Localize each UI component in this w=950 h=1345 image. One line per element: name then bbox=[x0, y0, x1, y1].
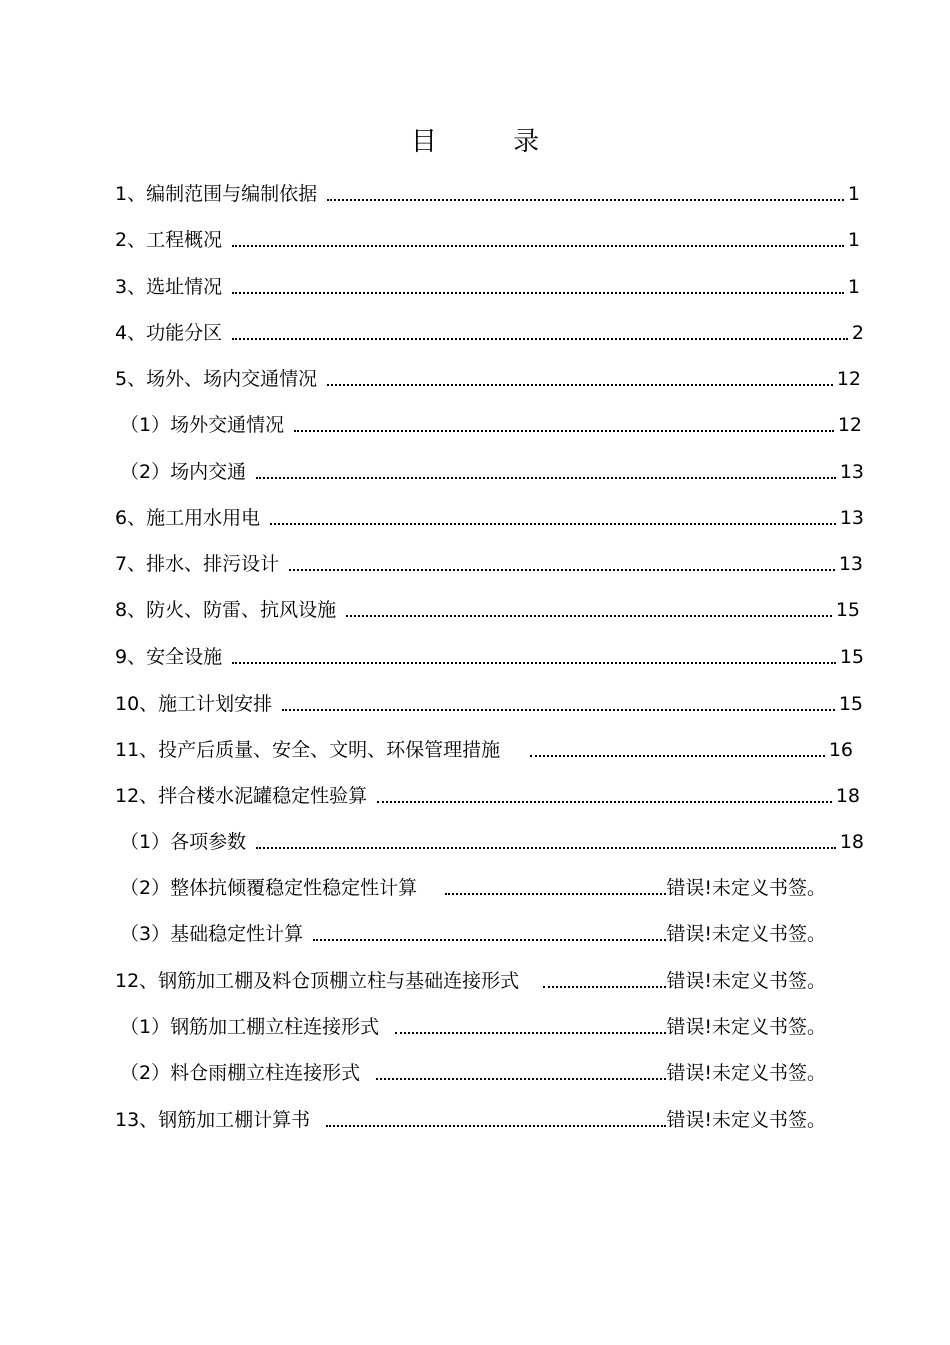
toc-entry-page: 13 bbox=[839, 461, 864, 483]
toc-dot-leader bbox=[376, 1060, 666, 1086]
toc-dot-leader bbox=[232, 644, 836, 670]
toc-entry-page: 错误!未定义书签。 bbox=[666, 1109, 826, 1131]
toc-dot-leader bbox=[346, 597, 832, 623]
toc-entry-page: 1 bbox=[847, 276, 860, 298]
toc-entry-page: 18 bbox=[839, 831, 864, 853]
toc-entry[interactable] bbox=[115, 181, 860, 207]
toc-dot-leader bbox=[256, 459, 836, 485]
toc-entry-label: （2）整体抗倾覆稳定性稳定性计算 bbox=[120, 877, 418, 899]
toc-entry-page: 错误!未定义书签。 bbox=[666, 877, 826, 899]
toc-entry[interactable] bbox=[115, 505, 864, 531]
toc-entry-page: 2 bbox=[851, 322, 864, 344]
page-title: 目 录 bbox=[410, 127, 574, 157]
toc-dot-leader bbox=[543, 968, 666, 994]
toc-dot-leader bbox=[530, 737, 825, 763]
toc-dot-leader bbox=[232, 227, 844, 253]
toc-entry-page: 错误!未定义书签。 bbox=[666, 1016, 826, 1038]
toc-entry-label: 13、钢筋加工棚计算书 bbox=[115, 1109, 311, 1131]
toc-entry-label: 2、工程概况 bbox=[115, 229, 223, 251]
toc-entry-page: 15 bbox=[838, 693, 863, 715]
toc-entry-label: 3、选址情况 bbox=[115, 276, 223, 298]
toc-entry[interactable] bbox=[120, 459, 864, 485]
toc-entry-label: 1、编制范围与编制依据 bbox=[115, 183, 318, 205]
toc-entry-label: 12、钢筋加工棚及料仓顶棚立柱与基础连接形式 bbox=[115, 970, 520, 992]
toc-entry[interactable] bbox=[115, 551, 863, 577]
toc-entry-label: （1）场外交通情况 bbox=[120, 414, 285, 436]
toc-dot-leader bbox=[289, 551, 835, 577]
toc-dot-leader bbox=[377, 783, 832, 809]
toc-entry-page: 1 bbox=[847, 183, 860, 205]
toc-entry-page: 12 bbox=[836, 368, 861, 390]
toc-entry-label: 9、安全设施 bbox=[115, 646, 223, 668]
toc-entry-page: 1 bbox=[847, 229, 860, 251]
toc-entry[interactable] bbox=[115, 320, 864, 346]
toc-dot-leader bbox=[445, 875, 666, 901]
toc-entry[interactable] bbox=[120, 412, 862, 438]
toc-dot-leader bbox=[256, 829, 836, 855]
toc-dot-leader bbox=[294, 412, 834, 438]
toc-entry-page: 13 bbox=[838, 553, 863, 575]
toc-entry-page: 16 bbox=[828, 739, 853, 761]
toc-dot-leader bbox=[232, 320, 848, 346]
toc-entry[interactable] bbox=[115, 783, 860, 809]
toc-entry[interactable] bbox=[115, 597, 860, 623]
toc-entry-page: 错误!未定义书签。 bbox=[666, 923, 826, 945]
toc-entry[interactable] bbox=[120, 1060, 826, 1086]
toc-entry-label: 5、场外、场内交通情况 bbox=[115, 368, 318, 390]
toc-entry-label: （3）基础稳定性计算 bbox=[120, 923, 304, 945]
toc-entry-page: 12 bbox=[837, 414, 862, 436]
toc-entry[interactable] bbox=[115, 644, 864, 670]
toc-entry-label: 8、防火、防雷、抗风设施 bbox=[115, 599, 337, 621]
toc-entry-label: （1）各项参数 bbox=[120, 831, 247, 853]
toc-entry-page: 15 bbox=[839, 646, 864, 668]
toc-dot-leader bbox=[270, 505, 836, 531]
toc-dot-leader bbox=[282, 691, 835, 717]
toc-entry-page: 13 bbox=[839, 507, 864, 529]
toc-dot-leader bbox=[395, 1014, 666, 1040]
toc-dot-leader bbox=[326, 1107, 666, 1133]
toc-entry-label: （1）钢筋加工棚立柱连接形式 bbox=[120, 1016, 380, 1038]
toc-entry[interactable] bbox=[115, 366, 861, 392]
toc-entry-page: 15 bbox=[835, 599, 860, 621]
toc-entry[interactable] bbox=[115, 274, 860, 300]
toc-dot-leader bbox=[327, 181, 844, 207]
toc-entry-label: 10、施工计划安排 bbox=[115, 693, 273, 715]
toc-entry-label: 7、排水、排污设计 bbox=[115, 553, 280, 575]
toc-entry-label: 12、拌合楼水泥罐稳定性验算 bbox=[115, 785, 368, 807]
toc-entry-label: （2）料仓雨棚立柱连接形式 bbox=[120, 1062, 361, 1084]
toc-entry[interactable] bbox=[120, 829, 864, 855]
toc-dot-leader bbox=[313, 921, 666, 947]
toc-dot-leader bbox=[327, 366, 833, 392]
toc-entry-label: 11、投产后质量、安全、文明、环保管理措施 bbox=[115, 739, 501, 761]
toc-entry-label: 4、功能分区 bbox=[115, 322, 223, 344]
toc-entry-page: 错误!未定义书签。 bbox=[666, 970, 826, 992]
toc-entry[interactable] bbox=[115, 1107, 826, 1133]
toc-entry-page: 错误!未定义书签。 bbox=[666, 1062, 826, 1084]
toc-entry[interactable] bbox=[120, 875, 826, 901]
toc-entry[interactable] bbox=[115, 968, 826, 994]
toc-entry[interactable] bbox=[115, 227, 860, 253]
toc-dot-leader bbox=[232, 274, 844, 300]
toc-entry[interactable] bbox=[120, 1014, 826, 1040]
toc-entry[interactable] bbox=[115, 737, 853, 763]
toc-entry[interactable] bbox=[115, 691, 863, 717]
toc-entry-page: 18 bbox=[835, 785, 860, 807]
toc-entry-label: 6、施工用水用电 bbox=[115, 507, 261, 529]
toc-entry-label: （2）场内交通 bbox=[120, 461, 247, 483]
toc-entry[interactable] bbox=[120, 921, 826, 947]
